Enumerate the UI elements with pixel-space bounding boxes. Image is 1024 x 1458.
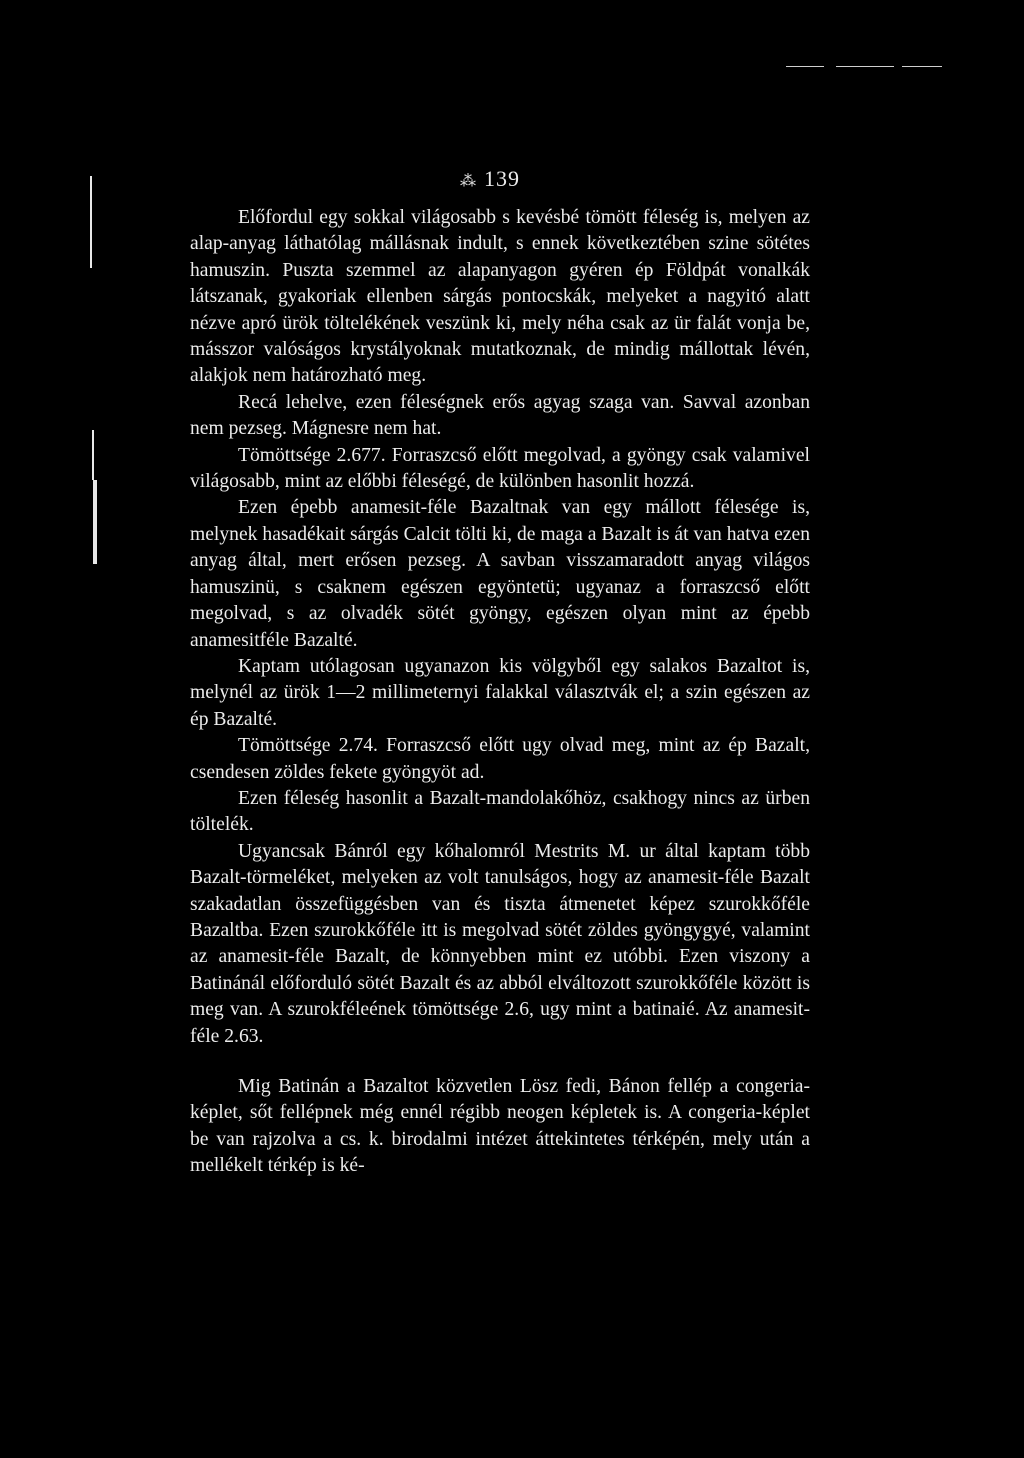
ornament-icon: ⁂ xyxy=(460,173,476,190)
left-edge-mark-middle xyxy=(92,430,94,480)
top-rule-1 xyxy=(786,66,824,67)
paragraph: Tömöttsége 2.677. Forraszcső előtt megolvad, a gyöngy csak valamivel világosabb, mint az előbbi féleségé, de különben hasonlit hozzá. xyxy=(190,444,810,493)
left-edge-mark-bottom xyxy=(93,480,97,564)
paragraph: Ugyancsak Bánról egy kőhalomról Mestrits M. ur által kaptam több Bazalt-törmeléket, melyeken az volt tanulságos, hogy az anamesit-féle Bazalt szakadatlan összefüggésben van és tiszta átmenetet képez szurokkőféle Bazaltba. Ezen szurokkőféle itt is megolvad sötét zöldes gyöngygyé, valamint az anamesit-féle Bazalt, de könnyebben mint ez utóbbi. Ezen viszony a Batinánál előforduló sötét Bazalt és az abból elváltozott szurokkőféle között is meg van. A szurokféleének tömöttsége 2.6, ugy mint a batinaié. Az anamesit-féle 2.63. xyxy=(190,840,810,1047)
page-header xyxy=(0,166,1024,196)
paragraph: Mig Batinán a Bazaltot közvetlen Lösz fedi, Bánon fellép a congeria-képlet, sőt fellépnek még ennél régibb neogen képletek is. A congeria-képlet be van rajzolva a cs. k. birodalmi intézet áttekintetes térképén, mely után a mellékelt térkép is ké- xyxy=(190,1076,810,1177)
paragraph: Tömöttsége 2.74. Forraszcső előtt ugy olvad meg, mint az ép Bazalt, csendesen zöldes fekete gyöngyöt ad. xyxy=(190,735,810,783)
section-gap xyxy=(190,1050,810,1074)
top-rule-3 xyxy=(902,66,942,67)
paragraph: Kaptam utólagosan ugyanazon kis völgyből egy salakos Bazaltot is, melynél az ürök 1—2 millimeternyi falakkal választvák el; a szin egészen az ép Bazalté. xyxy=(190,655,810,730)
paragraph: Ezen féleség hasonlit a Bazalt-mandolakőhöz, csakhogy nincs az ürben töltelék. xyxy=(190,787,810,836)
paragraph: Recá lehelve, ezen féleségnek erős agyag szaga van. Savval azonban nem pezseg. Mágnesre nem hat. xyxy=(190,391,810,440)
paragraph: Előfordul egy sokkal világosabb s kevésbé tömött féleség is, melyen az alap-anyag láthatólag mállásnak indult, s ennek következtében szine sötétes hamuszin. Puszta szemmel az alapanyagon gyéren ép Földpát vonalkák látszanak, gyakoriak ellenben sárgás pontocskák, melyeket a nagyitó alatt nézve apró ürök töltelékének veszünk ki, mely néha csak az ür falát vonja be, másszor valóságos krystályoknak mutatkoznak, de mindig mállottak lévén, alakjok nem határozható meg. xyxy=(190,207,810,387)
body-text xyxy=(190,205,810,1180)
paragraph: Ezen épebb anamesit-féle Bazaltnak van egy mállott félesége is, melynek hasadékait sárgás Calcit tölti ki, de maga a Bazalt is át van hatva ezen anyag által, mert erősen pezseg. A savban visszamaradott anyag világos hamuszinü, s csaknem egészen egyöntetü; ugyanaz a forraszcső előtt megolvad, s az olvadék sötét gyöngy, egészen olyan mint az épebb anamesitféle Bazalté. xyxy=(190,497,810,651)
top-rule-2 xyxy=(836,66,894,67)
page-number: 139 xyxy=(484,166,520,191)
